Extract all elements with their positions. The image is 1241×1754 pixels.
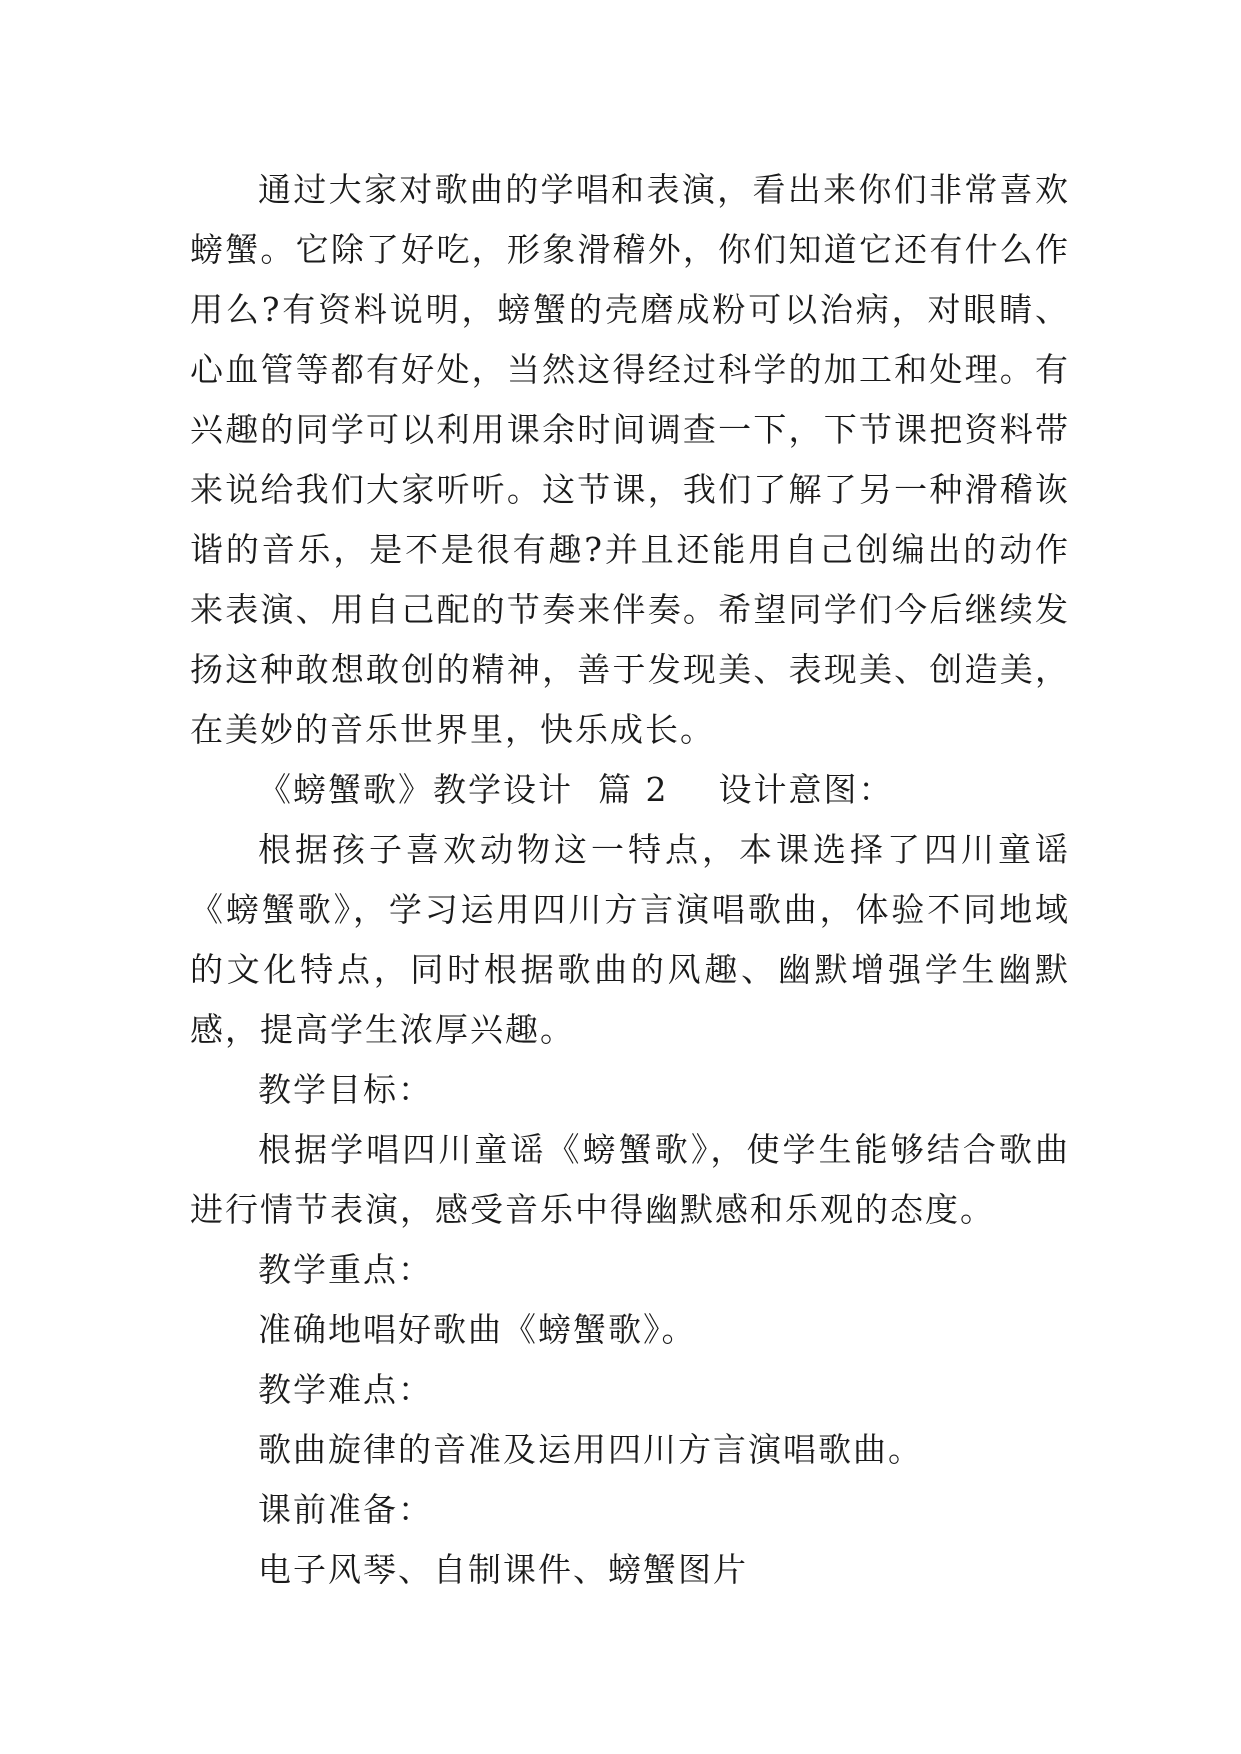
section-heading bbox=[190, 760, 1070, 820]
design-intent-paragraph: 根据孩子喜欢动物这一特点，本课选择了四川童谣《螃蟹歌》，学习运用四川方言演唱歌曲，体验不同地域的文化特点，同时根据歌曲的风趣、幽默增强学生幽默感，提高学生浓厚兴趣。 bbox=[190, 830, 1070, 1049]
lesson-title: 《螃蟹歌》教学设计 bbox=[258, 770, 573, 809]
section-number: 篇 2 bbox=[597, 770, 669, 809]
teaching-goal-label: 教学目标： bbox=[258, 1070, 433, 1109]
design-intent-label: 设计意图： bbox=[718, 770, 894, 809]
closing-paragraph: 通过大家对歌曲的学唱和表演，看出来你们非常喜欢螃蟹。它除了好吃，形象滑稽外，你们知道它还有什么作用么?有资料说明，螃蟹的壳磨成粉可以治病，对眼睛、心血管等都有好处，当然这得经过科学的加工和处理。有兴趣的同学可以利用课余时间调查一下，下节课把资料带来说给我们大家听听。这节课，我们了解了另一种滑稽诙谐的音乐，是不是很有趣?并且还能用自己创编出的动作来表演、用自己配的节奏来伴奏。希望同学们今后继续发扬这种敢想敢创的精神，善于发现美、表现美、创造美，在美妙的音乐世界里，快乐成长。 bbox=[190, 170, 1070, 749]
preparation-text: 电子风琴、自制课件、螃蟹图片 bbox=[258, 1550, 748, 1589]
teaching-key-label: 教学重点： bbox=[258, 1250, 433, 1289]
teaching-key-text: 准确地唱好歌曲《螃蟹歌》。 bbox=[258, 1310, 697, 1349]
teaching-goal-text: 根据学唱四川童谣《螃蟹歌》，使学生能够结合歌曲进行情节表演，感受音乐中得幽默感和乐观的态度。 bbox=[190, 1130, 1070, 1229]
teaching-difficulty-text: 歌曲旋律的音准及运用四川方言演唱歌曲。 bbox=[258, 1430, 923, 1469]
teaching-difficulty-label: 教学难点： bbox=[258, 1370, 433, 1409]
preparation-label: 课前准备： bbox=[258, 1490, 433, 1529]
document-body bbox=[190, 160, 1070, 1600]
